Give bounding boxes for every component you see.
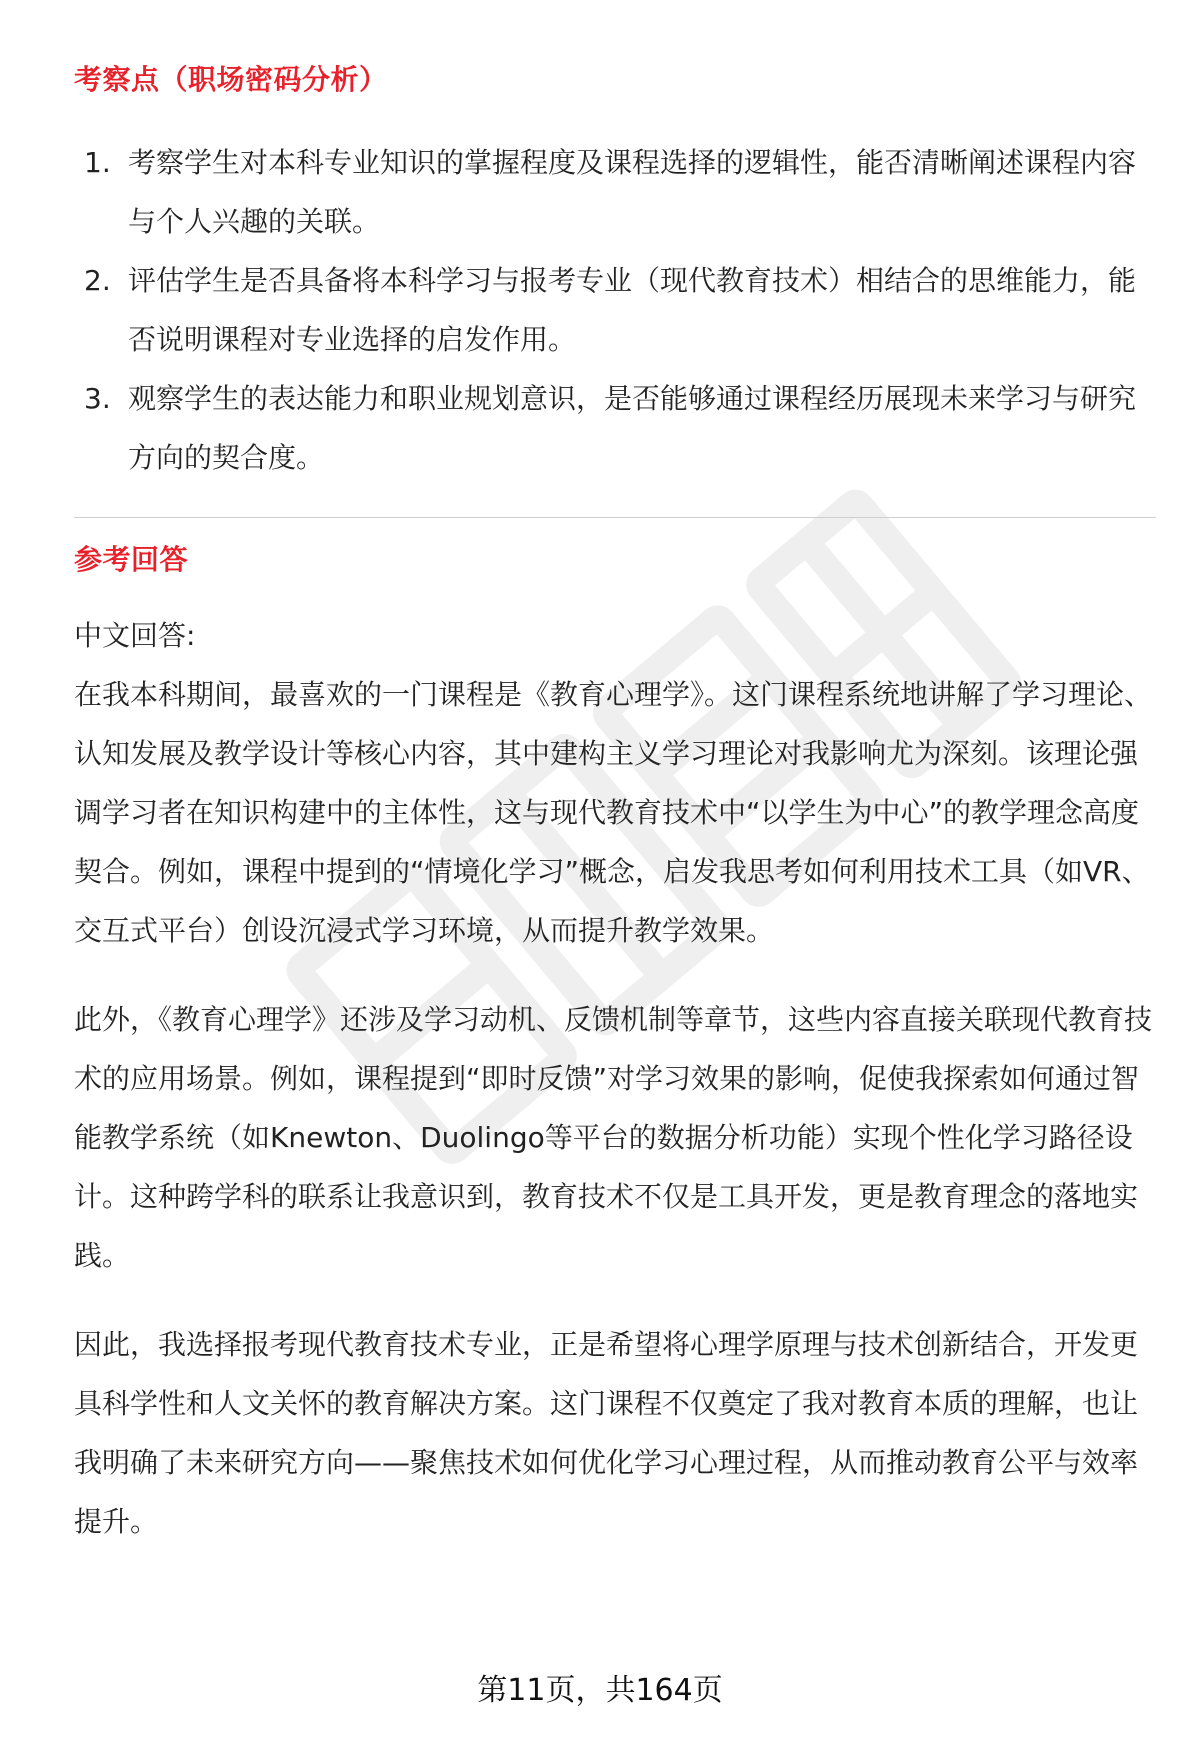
- exam-point-number: 1.: [84, 146, 111, 179]
- answer-paragraph-2: 此外，《教育心理学》还涉及学习动机、反馈机制等章节，这些内容直接关联现代教育技术的应用场景。例如，课程提到“即时反馈”对学习效果的影响，促使我探索如何通过智能教学系统（如Knewton、Duolingo等平台的数据分析功能）实现个性化学习路径设计。这种跨学科的联系让我意识到，教育技术不仅是工具开发，更是教育理念的落地实践。: [74, 1003, 1153, 1272]
- exam-points-list: [74, 133, 1156, 487]
- exam-point-item: [74, 133, 1156, 251]
- exam-point-item: [74, 251, 1156, 369]
- exam-point-number: 2.: [84, 264, 111, 297]
- answer-paragraph-1: 在我本科期间，最喜欢的一门课程是《教育心理学》。这门课程系统地讲解了学习理论、认知发展及教学设计等核心内容，其中建构主义学习理论对我影响尤为深刻。该理论强调学习者在知识构建中的主体性，这与现代教育技术中“以学生为中心”的教学理念高度契合。例如，课程中提到的“情境化学习”概念，启发我思考如何利用技术工具（如VR、交互式平台）创设沉浸式学习环境，从而提升教学效果。: [74, 678, 1153, 947]
- reference-answer-body: [74, 606, 1156, 1551]
- page-number: 第11页，共164页: [477, 1673, 723, 1708]
- exam-point-number: 3.: [84, 382, 111, 415]
- exam-point-text: 观察学生的表达能力和职业规划意识，是否能够通过课程经历展现未来学习与研究方向的契合度。: [128, 382, 1137, 474]
- exam-point-text: 评估学生是否具备将本科学习与报考专业（现代教育技术）相结合的思维能力，能否说明课程对专业选择的启发作用。: [128, 264, 1137, 356]
- answer-paragraph-3: 因此，我选择报考现代教育技术专业，正是希望将心理学原理与技术创新结合，开发更具科学性和人文关怀的教育解决方案。这门课程不仅奠定了我对教育本质的理解，也让我明确了未来研究方向——聚焦技术如何优化学习心理过程，从而推动教育公平与效率提升。: [74, 1328, 1139, 1538]
- reference-answer-heading: 参考回答: [74, 543, 189, 576]
- section-divider: [74, 517, 1156, 518]
- exam-point-text: 考察学生对本科专业知识的掌握程度及课程选择的逻辑性，能否清晰阐述课程内容与个人兴趣的关联。: [128, 146, 1137, 238]
- document-page: [74, 0, 1156, 1755]
- exam-points-heading: 考察点（职场密码分析）: [74, 63, 388, 96]
- answer-label: 中文回答:: [74, 619, 196, 652]
- exam-point-item: [74, 369, 1156, 487]
